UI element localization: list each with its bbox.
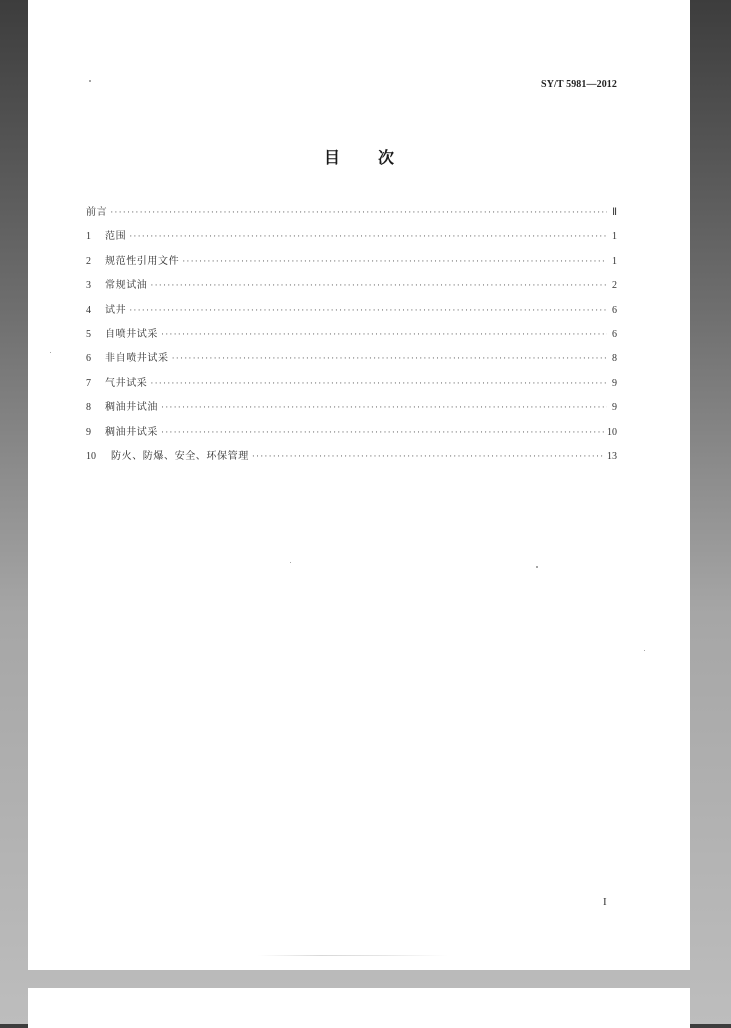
toc-entry-page: 1 [612, 255, 617, 267]
toc-entry-3[interactable] [86, 276, 617, 300]
toc-leader-dots [161, 427, 604, 437]
toc-entry-number: 8 [86, 402, 91, 414]
toc-entry-label: 试井 [105, 304, 127, 316]
toc-entry-label: 防火、防爆、安全、环保管理 [111, 450, 249, 462]
toc-entry-number: 1 [86, 231, 91, 243]
toc-entry-page: 2 [612, 280, 617, 292]
toc-entry-8[interactable] [86, 398, 617, 422]
toc-entry-number: 10 [86, 450, 96, 462]
page-number: I [603, 896, 607, 908]
toc-entry-label: 非自喷井试采 [105, 353, 169, 365]
toc-entry-page: 1 [612, 231, 617, 243]
toc-entry-label: 前言 [86, 207, 108, 218]
toc-entry-10[interactable] [86, 447, 617, 471]
toc-entry-label: 稠油井试油 [105, 402, 158, 414]
toc-entry-number: 7 [86, 377, 91, 389]
toc-entry-page: 9 [612, 402, 617, 414]
toc-leader-dots [150, 280, 607, 290]
toc-title [28, 145, 690, 168]
toc-entry-6[interactable] [86, 349, 617, 373]
toc-leader-dots [252, 451, 604, 461]
toc-leader-dots [161, 329, 607, 339]
toc-leader-dots [129, 305, 607, 315]
toc-leader-dots [172, 353, 607, 363]
table-of-contents [86, 203, 617, 471]
toc-leader-dots [110, 207, 607, 217]
scan-speck [290, 562, 291, 563]
next-document-page [28, 988, 690, 1028]
toc-leader-dots [129, 231, 607, 241]
toc-entry-page: Ⅱ [612, 207, 617, 218]
toc-entry-2[interactable] [86, 252, 617, 276]
toc-entry-number: 4 [86, 304, 91, 316]
toc-entry-page: 13 [607, 450, 617, 462]
toc-entry-4[interactable] [86, 301, 617, 325]
toc-title-char-2: 次 [378, 148, 395, 167]
toc-entry-page: 8 [612, 353, 617, 365]
scan-speck [536, 566, 538, 568]
toc-entry-number: 9 [86, 426, 91, 438]
scan-speck [89, 80, 91, 82]
toc-entry-label: 自喷井试采 [105, 328, 158, 340]
toc-leader-dots [182, 256, 607, 266]
toc-entry-page: 6 [612, 304, 617, 316]
toc-entry-page: 6 [612, 328, 617, 340]
toc-entry-label: 范围 [105, 231, 127, 243]
toc-entry-page: 10 [607, 426, 617, 438]
toc-entry-number: 5 [86, 328, 91, 340]
toc-entry-number: 3 [86, 280, 91, 292]
toc-entry-7[interactable] [86, 374, 617, 398]
toc-entry-9[interactable] [86, 423, 617, 447]
toc-leader-dots [161, 402, 607, 412]
toc-entry-5[interactable] [86, 325, 617, 349]
toc-entry-label: 规范性引用文件 [105, 255, 180, 267]
scan-speck [644, 650, 645, 651]
toc-entry-label: 气井试采 [105, 377, 148, 389]
toc-entry-label: 稠油井试采 [105, 426, 158, 438]
toc-entry-number: 6 [86, 353, 91, 365]
standard-code: SY/T 5981—2012 [541, 79, 617, 90]
toc-entry-foreword[interactable] [86, 203, 617, 227]
toc-title-char-1: 目 [323, 148, 340, 167]
scan-speck [50, 352, 51, 353]
toc-entry-label: 常规试油 [105, 280, 148, 292]
toc-leader-dots [150, 378, 607, 388]
toc-entry-number: 2 [86, 255, 91, 267]
toc-entry-page: 9 [612, 377, 617, 389]
toc-entry-1[interactable] [86, 227, 617, 251]
scan-artifact-line [258, 955, 448, 956]
document-page [28, 0, 690, 970]
